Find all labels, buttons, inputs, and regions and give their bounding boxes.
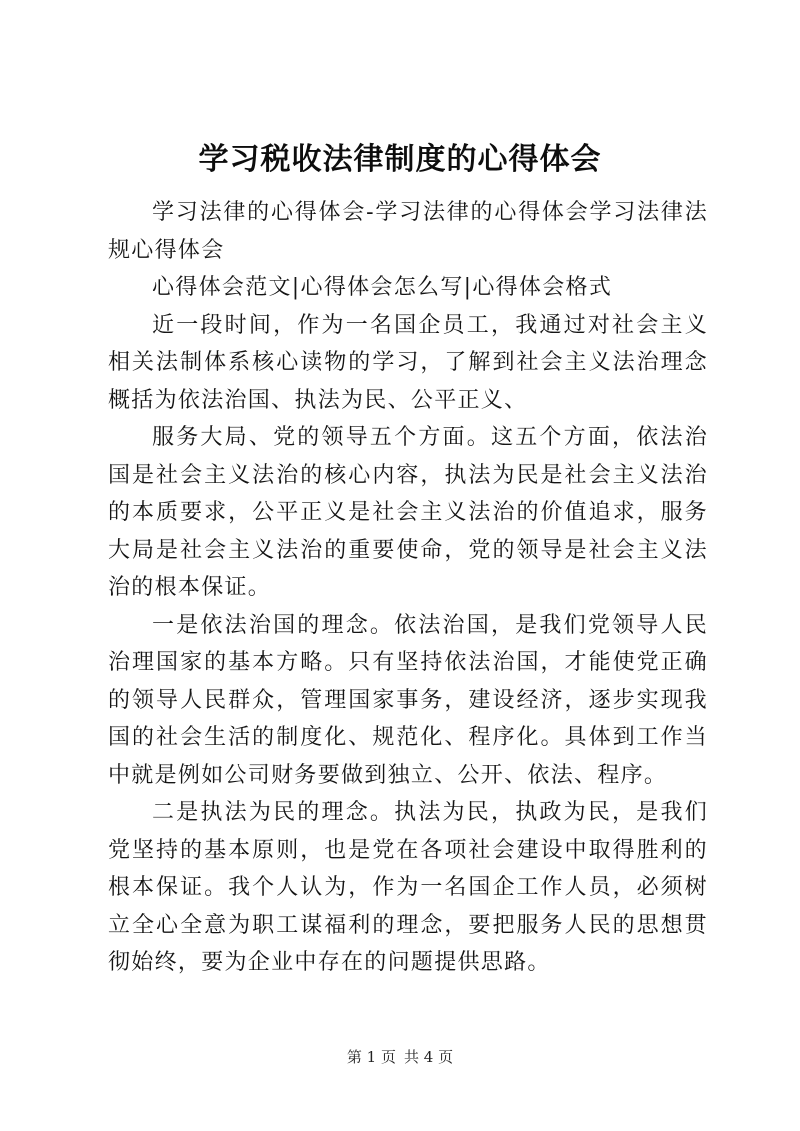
document-body [108,194,708,982]
paragraph-rule-of-law: 一是依法治国的理念。依法治国，是我们党领导人民治理国家的基本方略。只有坚持依法治国，才能使党正确的领导人民群众，管理国家事务，建设经济，逐步实现我国的社会生活的制度化、规范化、程序化。具体到工作当中就是例如公司财务要做到独立、公开、依法、程序。 [108,612,708,788]
page-total: 共 4 页 [404,1048,454,1066]
page-number: 第 1 页 [346,1048,396,1066]
page-footer [0,1047,800,1067]
paragraph-categories: 心得体会范文|心得体会怎么写|心得体会格式 [152,275,613,300]
document-title: 学习税收法律制度的心得体会 [198,142,602,177]
paragraph-subtitle: 学习法律的心得体会-学习法律的心得体会学习法律法规心得体会 [108,200,708,263]
paragraph-five-aspects: 服务大局、党的领导五个方面。这五个方面，依法治国是社会主义法治的核心内容，执法为民是社会主义法治的本质要求，公平正义是社会主义法治的价值追求，服务大局是社会主义法治的重要使命，党的领导是社会主义法治的根本保证。 [108,425,708,600]
paragraph-intro: 近一段时间，作为一名国企员工，我通过对社会主义相关法制体系核心读物的学习，了解到社会主义法治理念概括为依法治国、执法为民、公平正义、 [108,312,708,413]
paragraph-serve-people: 二是执法为民的理念。执法为民，执政为民，是我们党坚持的基本原则，也是党在各项社会建设中取得胜利的根本保证。我个人认为，作为一名国企工作人员，必须树立全心全意为职工谋福利的理念，要把服务人民的思想贯彻始终，要为企业中存在的问题提供思路。 [108,800,708,975]
